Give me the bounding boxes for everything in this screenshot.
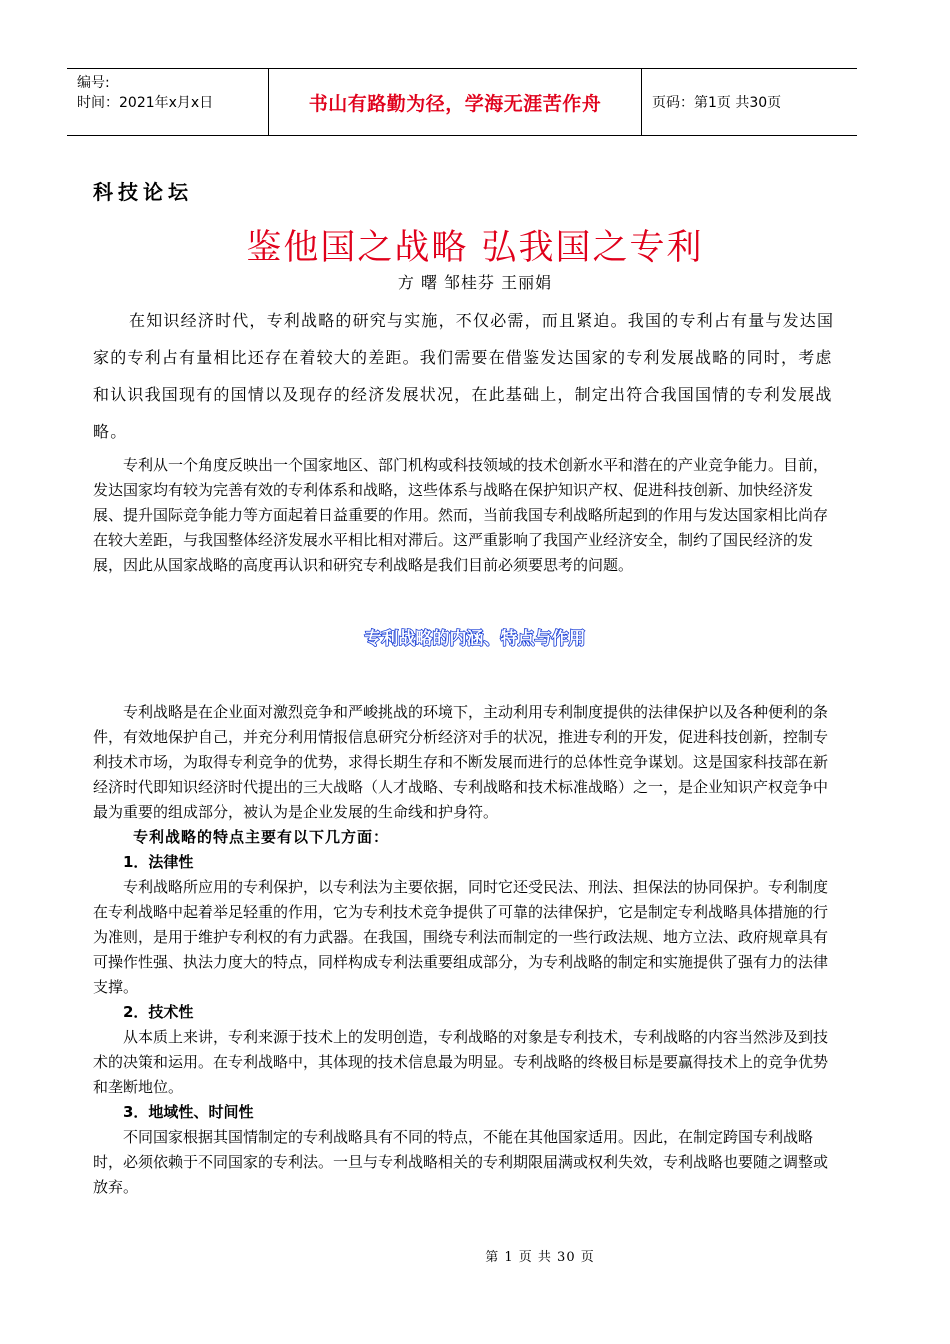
page-label: 页码：第1页 共30页 — [652, 95, 782, 111]
time-label: 时间：2021年x月x日 — [77, 95, 214, 111]
para2-text: 专利战略是在企业面对激烈竞争和严峻挑战的环境下，主动利用专利制度提供的法律保护以及各种便利的条件，有效地保护自己，并充分利用情报信息研究分析经济对手的状况，推进专利的开发，促进科技创新，控制专利技术市场，为取得专利竞争的优势，求得长期生存和不断发展而进行的总体性竞争谋划。这是国家科技部在新经济时代即知识经济时代提出的三大战略（人才战略、专利战略和技术标准战略）之一，是企业知识产权竞争中最为重要的组成部分，被认为是企业发展的生命线和护身符。 — [93, 703, 829, 821]
section-heading: 专利战略的内涵、特点与作用 — [364, 629, 586, 649]
intro-paragraph — [93, 302, 838, 450]
number-label: 编号: — [77, 75, 110, 91]
feature-2-text: 从本质上来讲，专利来源于技术上的发明创造，专利战略的对象是专利技术，专利战略的内容当然涉及到技术的决策和运用。在专利战略中，其体现的技术信息最为明显。专利战略的终极目标是要赢得技术上的竞争优势和垄断地位。 — [93, 1028, 829, 1096]
body-section-features — [93, 700, 838, 1200]
features-lead: 专利战略的特点主要有以下几方面： — [133, 828, 390, 846]
feature-1-text: 专利战略所应用的专利保护，以专利法为主要依据，同时它还受民法、刑法、担保法的协同保护。专利制度在专利战略中起着举足轻重的作用，它为专利技术竞争提供了可靠的法律保护，它是制定专利战略具体措施的行为准则，是用于维护专利权的有力武器。在我国，围绕专利法而制定的一些行政法规、地方立法、政府规章具有可操作性强、执法力度大的特点，同样构成专利法重要组成部分，为专利战略的制定和实施提供了强有力的法律支撑。 — [93, 878, 829, 996]
motto-text: 书山有路勤为径，学海无涯苦作舟 — [308, 92, 602, 115]
authors: 方 曙 邹桂芬 王丽娟 — [397, 273, 553, 292]
header-motto — [268, 69, 642, 135]
header-page — [642, 69, 857, 135]
page-footer: 第 1 页 共 30 页 — [485, 1250, 595, 1265]
feature-1-title: 1．法律性 — [123, 853, 194, 871]
intro-text: 在知识经济时代，专利战略的研究与实施，不仅必需，而且紧迫。我国的专利占有量与发达国家的专利占有量相比还存在着较大的差距。我们需要在借鉴发达国家的专利发展战略的同时，考虑和认识我国现有的国情以及现存的经济发展状况，在此基础上，制定出符合我国国情的专利发展战略。 — [93, 311, 835, 441]
page-title: 鉴他国之战略 弘我国之专利 — [246, 228, 704, 268]
body-paragraph-1 — [93, 453, 838, 578]
feature-2-title: 2．技术性 — [123, 1003, 194, 1021]
feature-3-title: 3．地域性、时间性 — [123, 1103, 254, 1121]
feature-3-text: 不同国家根据其国情制定的专利战略具有不同的特点，不能在其他国家适用。因此，在制定跨国专利战略时，必须依赖于不同国家的专利法。一旦与专利战略相关的专利期限届满或权利失效，专利战略也要随之调整或放弃。 — [93, 1128, 829, 1196]
para1-text: 专利从一个角度反映出一个国家地区、部门机构或科技领域的技术创新水平和潜在的产业竞争能力。目前，发达国家均有较为完善有效的专利体系和战略，这些体系与战略在保护知识产权、促进科技创新、加快经济发展、提升国际竞争能力等方面起着日益重要的作用。然而，当前我国专利战略所起到的作用与发达国家相比尚存在较大差距，与我国整体经济发展水平相比相对滞后。这严重影响了我国产业经济安全，制约了国民经济的发展，因此从国家战略的高度再认识和研究专利战略是我们目前必须要思考的问题。 — [93, 456, 829, 574]
section-label: 科技论坛 — [93, 180, 193, 204]
document-header — [67, 68, 857, 136]
header-meta — [67, 69, 268, 135]
